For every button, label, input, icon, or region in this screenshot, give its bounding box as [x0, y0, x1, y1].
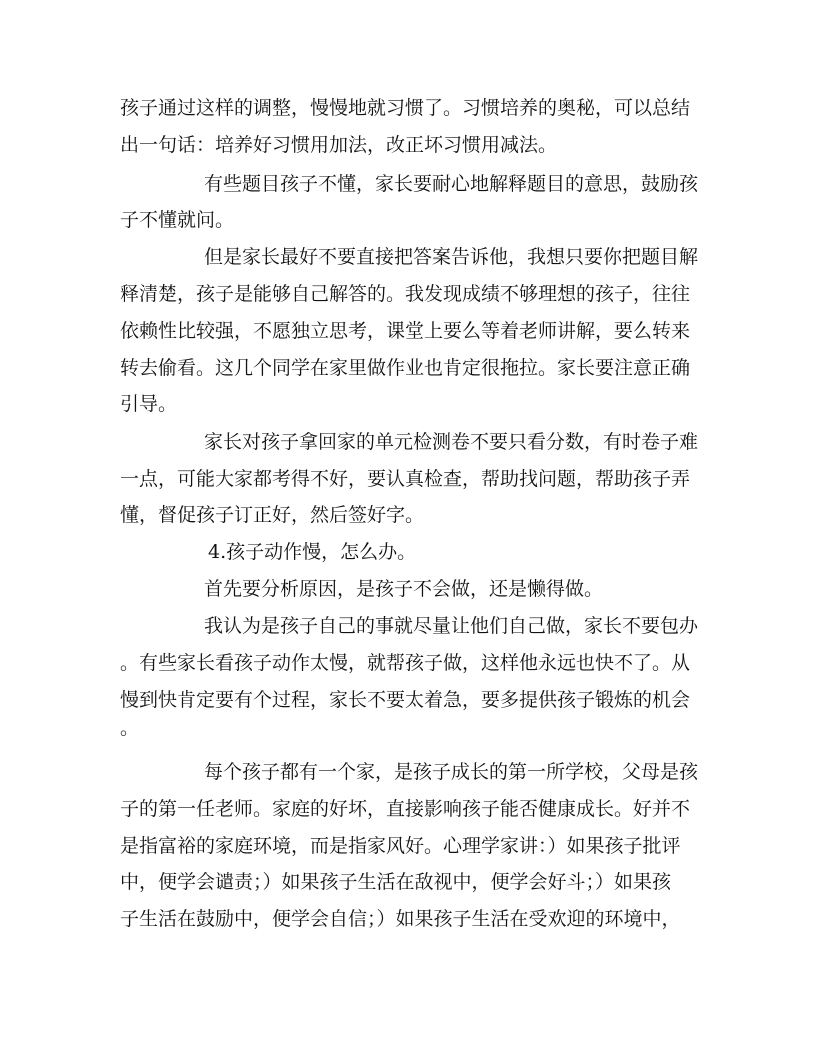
- text-line: 首先要分析原因，是孩子不会做，还是懒得做。: [204, 578, 604, 600]
- text-line: 释清楚，孩子是能够自己解答的。我发现成绩不够理想的孩子，往往: [120, 283, 691, 305]
- text-line: 慢到快肯定要有个过程，家长不要太着急，要多提供孩子锻炼的机会: [120, 689, 691, 711]
- text-line: 子的第一任老师。家庭的好坏，直接影响孩子能否健康成长。好并不: [120, 798, 691, 820]
- text-line: 一点，可能大家都考得不好，要认真检查，帮助找问题，帮助孩子弄: [120, 468, 691, 490]
- text-line: 引导。: [120, 393, 178, 415]
- text-line: 出一句话：培养好习惯用加法，改正坏习惯用减法。: [120, 134, 558, 156]
- text-line: 家长对孩子拿回家的单元检测卷不要只看分数，有时卷子难: [204, 431, 699, 453]
- text-line: 有些题目孩子不懂，家长要耐心地解释题目的意思，鼓励孩: [204, 173, 699, 195]
- text-line: 。有些家长看孩子动作太慢，就帮孩子做，这样他永远也快不了。从: [120, 652, 691, 674]
- text-line: 每个孩子都有一个家，是孩子成长的第一所学校，父母是孩: [204, 761, 699, 783]
- text-line: 依赖性比较强，不愿独立思考，课堂上要么等着老师讲解，要么转来: [120, 320, 691, 342]
- text-line: 。: [120, 717, 140, 739]
- section-heading: 4.孩子动作慢，怎么办。: [208, 541, 417, 563]
- text-line: 懂，督促孩子订正好，然后签好字。: [120, 504, 425, 526]
- text-line: 我认为是孩子自己的事就尽量让他们自己做，家长不要包办: [204, 615, 699, 637]
- text-line: 子不懂就问。: [120, 209, 235, 231]
- text-line: 但是家长最好不要直接把答案告诉他，我想只要你把题目解: [204, 246, 699, 268]
- text-line: 中，便学会谴责；）如果孩子生活在敌视中，便学会好斗；）如果孩: [120, 871, 672, 893]
- text-line: 转去偷看。这几个同学在家里做作业也肯定很拖拉。家长要注意正确: [120, 357, 691, 379]
- text-line: 子生活在鼓励中，便学会自信；）如果孩子生活在受欢迎的环境中，: [120, 908, 681, 930]
- text-line: 是指富裕的家庭环境，而是指家风好。心理学家讲：）如果孩子批评: [120, 835, 681, 857]
- text-line: 孩子通过这样的调整，慢慢地就习惯了。习惯培养的奥秘，可以总结: [120, 97, 691, 119]
